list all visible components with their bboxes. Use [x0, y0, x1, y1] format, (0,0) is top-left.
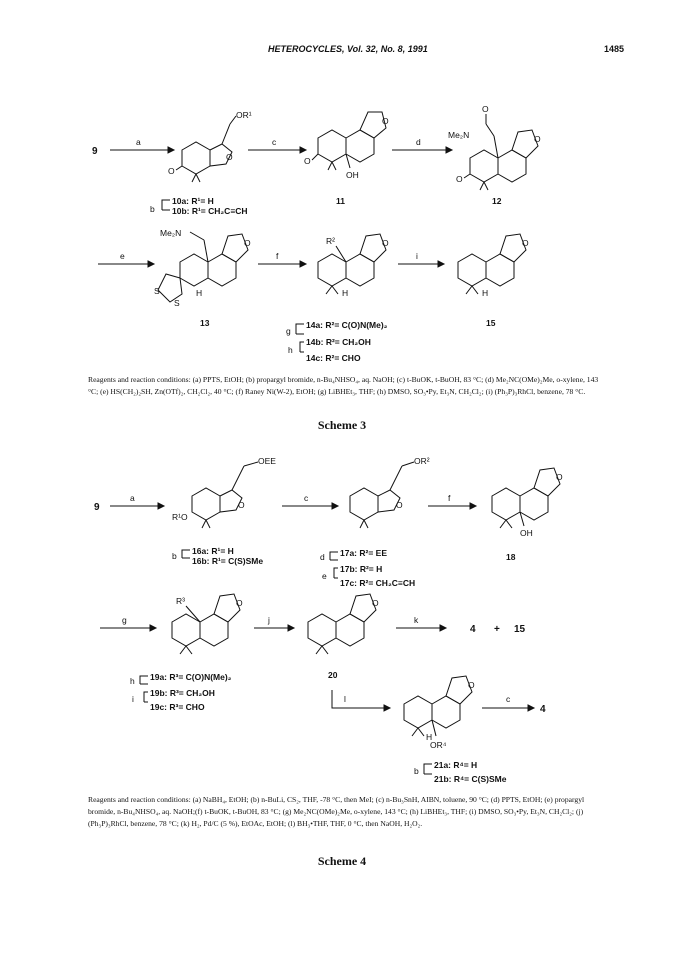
arrow-label: a: [136, 137, 141, 147]
atom-label: Me₂N: [160, 228, 182, 238]
page-number: 1485: [603, 44, 624, 54]
product-label: 15: [514, 624, 526, 635]
compound-label: 14a: R²= C(O)N(Me)₂: [306, 320, 388, 330]
compound-label: 20: [328, 670, 338, 680]
arrow-label: k: [414, 615, 419, 625]
compound-label: 13: [200, 318, 210, 328]
scheme-4-conditions: Reagents and reaction conditions: (a) NaBH₄, EtOH; (b) n-BuLi, CS₂, THF, -78 °C, then MeI; (c) n-Bu₃SnH, AIBN, toluene, 90 °C; (d) PPTS, EtOH; (e) propargyl bromide, n-Bu₄NHSO₄, aq. NaOH;(f) t-BuOK, t-BuOH, 83 °C; (g) Me₂NC(OMe)₂Me, o-xylene, 143 °C; (h) LiBHEt₃, THF; (i) DMSO, SO₃•Py, Et₃N, CH₂Cl₂; (j) (Ph₃P)₃RhCl, benzene, 78 °C; (k) H₂, Pd/C (5 %), EtOAc, EtOH; (l) BH₃•THF, THF, 0 °C, then NaOH, H₂O₂.: [88, 795, 585, 828]
compound-label: 12: [492, 196, 502, 206]
running-header-journal: HETEROCYCLES, Vol. 32, No. 8, 1991: [268, 44, 428, 54]
atom-label: H: [342, 288, 349, 298]
scheme-4-graphic: [0, 446, 684, 786]
atom-label: H: [196, 288, 203, 298]
arrow-label: e: [120, 251, 125, 261]
compound-label: 17b: R²= H: [340, 564, 383, 574]
atom-label: O: [168, 166, 175, 176]
atom-label: O: [522, 238, 529, 248]
arrow-label: f: [448, 493, 451, 503]
bracket-label: b: [150, 204, 155, 214]
atom-label: O: [396, 500, 403, 510]
compound-label: 17a: R²= EE: [340, 548, 388, 558]
bracket-label: b: [172, 551, 177, 561]
compound-label: 14c: R²= CHO: [306, 353, 361, 363]
atom-label: O: [236, 598, 243, 608]
bracket-label: e: [322, 571, 327, 581]
atom-label: O: [534, 134, 541, 144]
arrow-label: l: [344, 694, 346, 704]
scheme-3-caption: Scheme 3: [317, 418, 367, 432]
atom-label: O: [372, 598, 379, 608]
bracket-label: h: [288, 345, 293, 355]
atom-label: O: [382, 116, 389, 126]
arrow-label: c: [506, 694, 511, 704]
arrow-label: c: [272, 137, 277, 147]
atom-label: O: [304, 156, 311, 166]
compound-label: 16b: R¹= C(S)SMe: [192, 556, 264, 566]
atom-label: R¹O: [172, 512, 188, 522]
compound-label: 10a: R¹= H: [172, 196, 214, 206]
scheme4-start-label: 9: [94, 502, 100, 513]
arrow-label: a: [130, 493, 135, 503]
atom-label: OR¹: [236, 110, 252, 120]
atom-label: O: [482, 104, 489, 114]
arrow-label: g: [122, 615, 127, 625]
scheme-3-conditions: Reagents and reaction conditions: (a) PPTS, EtOH; (b) propargyl bromide, n-Bu₄NHSO₄, aq. NaOH; (c) t-BuOK, t-BuOH, 83 °C; (d) Me₂NC(OMe)₂Me, o-xylene, 143 °C; (e) HS(CH₂)₂SH, Zn(OTf)₂, CH₂Cl₂, 40 °C; (f) Raney Ni(W-2), EtOH; (g) LiBHEt₃, THF; (h) DMSO, SO₃•Py, Et₃N, CH₂Cl₂; (i) (Ph₃P)₃RhCl, benzene, 78 °C.: [88, 375, 599, 396]
arrow-label: f: [276, 251, 279, 261]
compound-label: 10b: R¹= CH₂C≡CH: [172, 206, 248, 216]
product-label: 4: [470, 624, 476, 635]
atom-label: OEE: [258, 456, 276, 466]
product-label: 4: [540, 704, 546, 715]
atom-label: OR⁴: [430, 740, 447, 750]
bracket-label: i: [132, 694, 134, 704]
atom-label: Me₂N: [448, 130, 470, 140]
atom-label: R³: [176, 596, 185, 606]
compound-label: 19a: R³= C(O)N(Me)₂: [150, 672, 232, 682]
atom-label: OR²: [414, 456, 430, 466]
compound-label: 16a: R¹= H: [192, 546, 234, 556]
atom-label: O: [382, 238, 389, 248]
compound-label: 19c: R³= CHO: [150, 702, 205, 712]
compound-label: 19b: R³= CH₂OH: [150, 688, 215, 698]
compound-label: 21b: R⁴= C(S)SMe: [434, 774, 507, 784]
atom-label: S: [174, 298, 180, 308]
bracket-label: d: [320, 552, 325, 562]
atom-label: OH: [520, 528, 533, 538]
compound-label: 15: [486, 318, 496, 328]
compound-label: 18: [506, 552, 516, 562]
scheme-4-caption: Scheme 4: [317, 854, 367, 868]
atom-label: O: [226, 152, 233, 162]
arrow-label: i: [416, 251, 418, 261]
atom-label: O: [244, 238, 251, 248]
atom-label: H: [426, 732, 433, 742]
atom-label: O: [456, 174, 463, 184]
scheme-3-graphic: [0, 0, 684, 370]
bracket-label: b: [414, 766, 419, 776]
atom-label: O: [238, 500, 245, 510]
bracket-label: g: [286, 326, 291, 336]
arrow-label: c: [304, 493, 309, 503]
atom-label: S: [154, 286, 160, 296]
arrow-label: d: [416, 137, 421, 147]
plus-sign: +: [494, 624, 500, 635]
compound-label: 11: [336, 196, 345, 206]
scheme3-start-label: 9: [92, 146, 98, 157]
atom-label: O: [556, 472, 563, 482]
compound-label: 14b: R²= CH₂OH: [306, 337, 371, 347]
arrow-label: j: [268, 615, 270, 625]
bracket-label: h: [130, 676, 135, 686]
atom-label: O: [468, 680, 475, 690]
atom-label: OH: [346, 170, 359, 180]
atom-label: R²: [326, 236, 335, 246]
atom-label: H: [482, 288, 489, 298]
compound-label: 17c: R²= CH₂C≡CH: [340, 578, 416, 588]
compound-label: 21a: R⁴= H: [434, 760, 478, 770]
